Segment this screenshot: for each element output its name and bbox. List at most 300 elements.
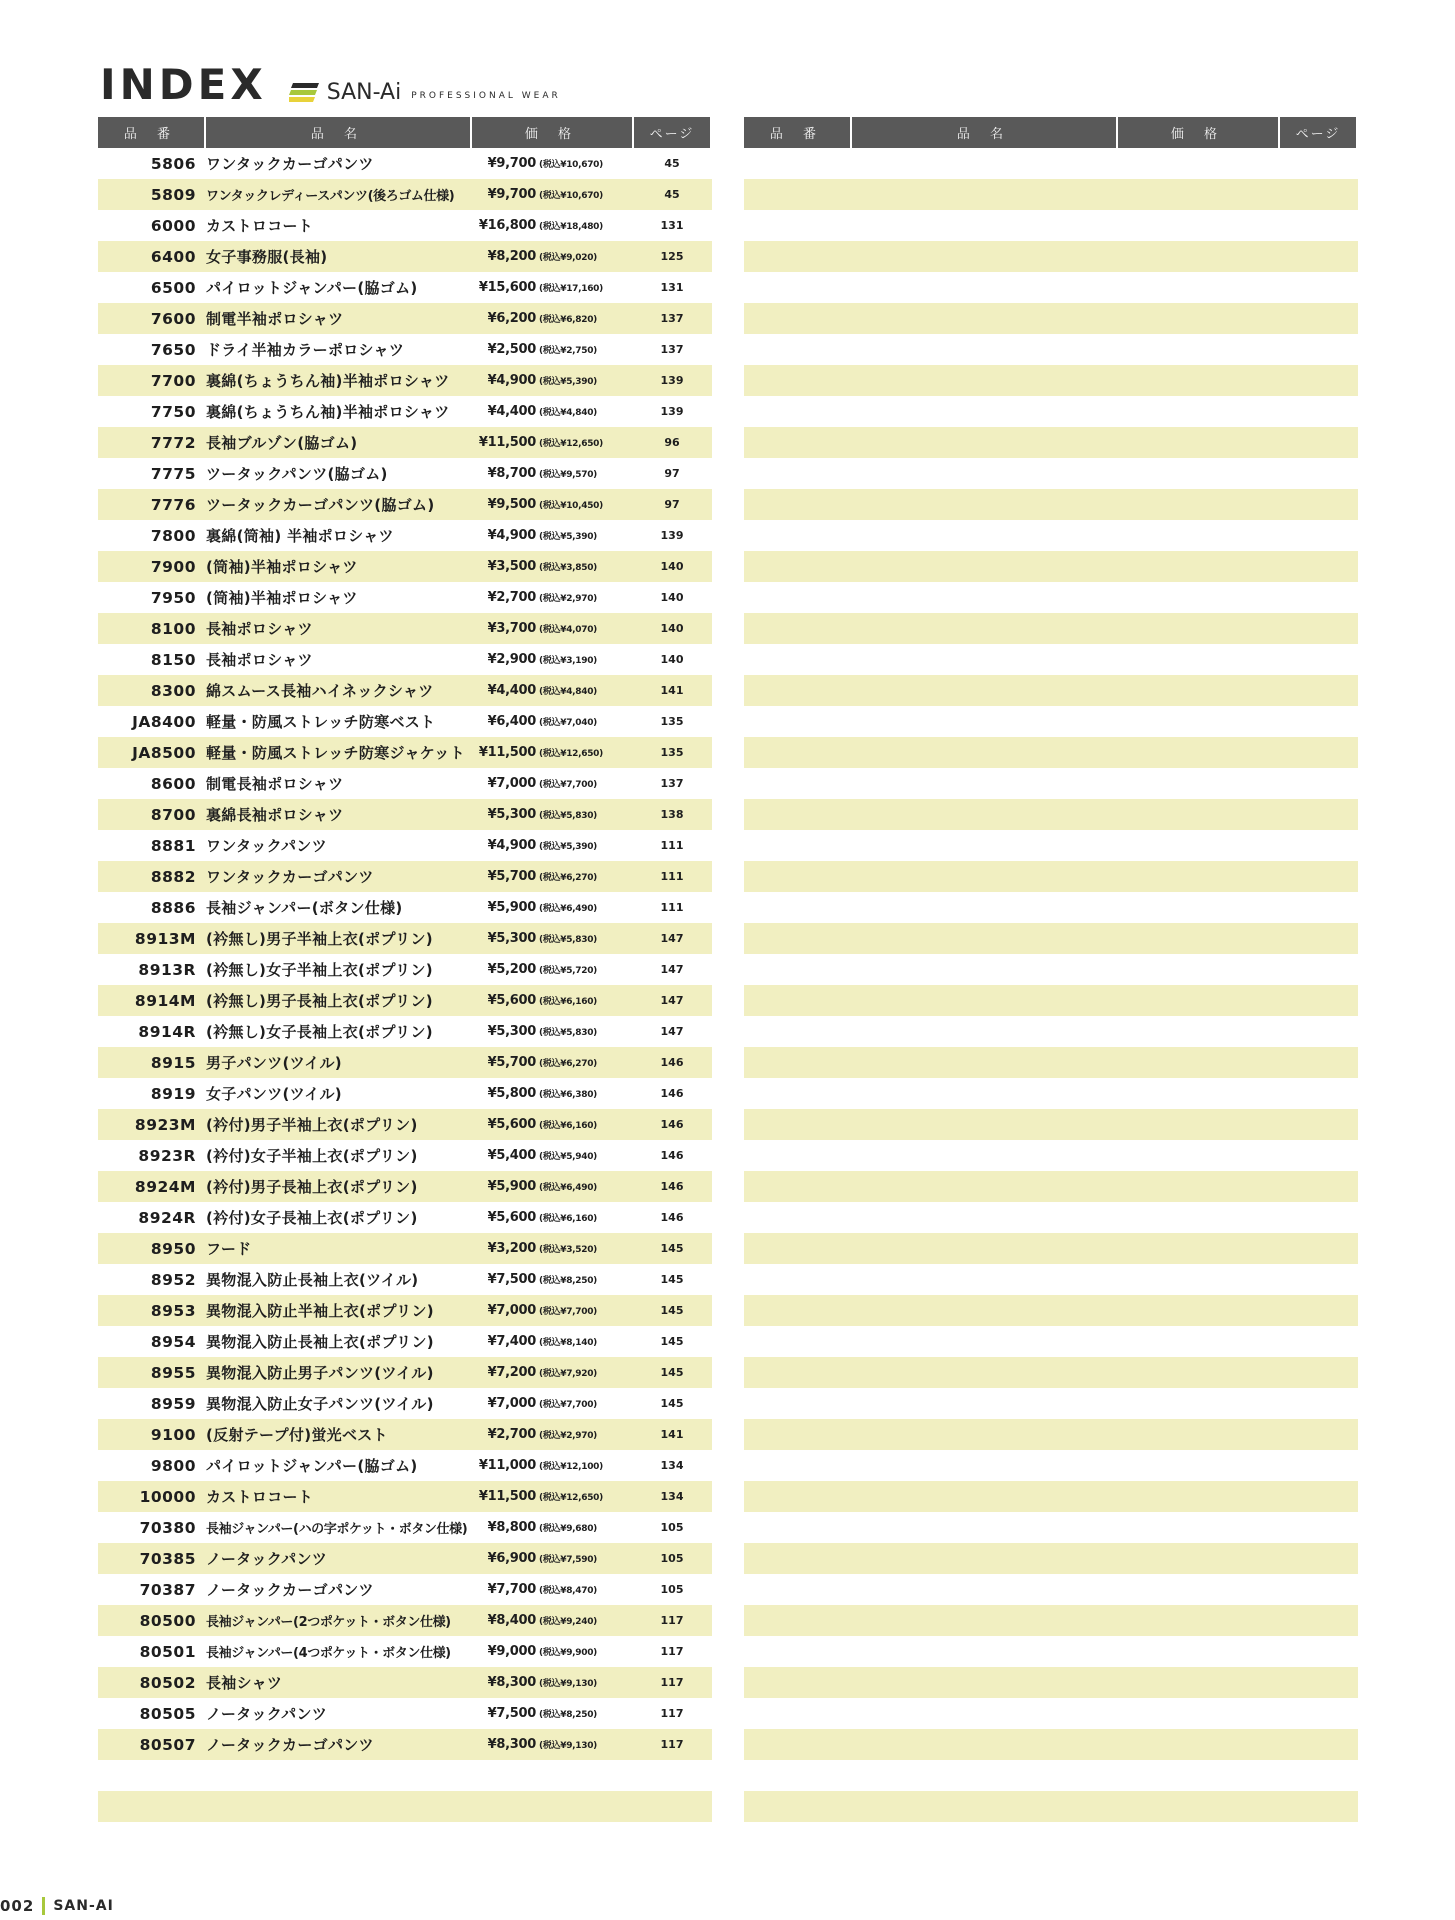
item-name: 裏綿(ちょうちん袖)半袖ポロシャツ [206, 403, 450, 421]
tax-label: 税込 [542, 1400, 561, 1410]
tax-label: 税込 [542, 594, 561, 604]
tax-label: 税込 [542, 1369, 561, 1379]
price-value: ¥9,000 [487, 1644, 536, 1659]
item-price [470, 869, 630, 884]
page-footer [0, 1896, 114, 1916]
tax-label: 税込 [542, 1028, 561, 1038]
item-price [470, 931, 630, 946]
price-value: ¥3,700 [487, 621, 536, 636]
item-code: 80502 [139, 1673, 196, 1692]
price-value: ¥3,500 [487, 559, 536, 574]
price-tax-included: (税込¥7,700) [539, 1307, 597, 1317]
price-tax-included: (税込¥12,650) [539, 439, 603, 449]
item-page: 140 [660, 560, 684, 573]
item-name: 長袖ジャンパー(2つポケット・ボタン仕様) [206, 1615, 451, 1630]
price-tax-included: (税込¥4,840) [539, 408, 597, 418]
item-name: ノータックカーゴパンツ [206, 1581, 374, 1599]
price-value: ¥3,200 [487, 1241, 536, 1256]
price-tax-included: (税込¥5,720) [539, 966, 597, 976]
price-value: ¥8,300 [487, 1737, 536, 1752]
price-tax-included: (税込¥6,490) [539, 904, 597, 914]
tax-price-value: ¥4,840 [560, 687, 594, 697]
tax-price-value: ¥6,160 [560, 997, 594, 1007]
item-price [470, 1024, 630, 1039]
tax-label: 税込 [542, 501, 561, 511]
table-row [98, 396, 712, 427]
item-page: 138 [660, 808, 684, 821]
item-page: 147 [660, 963, 684, 976]
table-row [98, 892, 712, 923]
price-tax-included: (税込¥17,160) [539, 284, 603, 294]
item-price [470, 1737, 630, 1752]
price-tax-included: (税込¥5,390) [539, 377, 597, 387]
tax-price-value: ¥9,020 [560, 253, 594, 263]
table-row [744, 582, 1358, 613]
item-code: 80505 [139, 1704, 196, 1723]
tax-price-value: ¥4,840 [560, 408, 594, 418]
table-row [98, 1605, 712, 1636]
price-value: ¥7,000 [487, 1303, 536, 1318]
tax-label: 税込 [542, 749, 561, 759]
table-row [98, 1171, 712, 1202]
table-row [98, 1729, 712, 1760]
tax-label: 税込 [542, 532, 561, 542]
item-price [470, 776, 630, 791]
price-tax-included: (税込¥6,820) [539, 315, 597, 325]
price-value: ¥2,900 [487, 652, 536, 667]
item-code: 8913R [138, 960, 196, 979]
item-name: 裏綿長袖ポロシャツ [206, 806, 344, 824]
table-row [98, 334, 712, 365]
table-row [744, 1481, 1358, 1512]
item-name: 長袖ジャンパー(ボタン仕様) [206, 899, 403, 917]
item-page: 145 [660, 1366, 684, 1379]
item-price [470, 807, 630, 822]
tax-label: 税込 [542, 873, 561, 883]
item-code: 8150 [150, 650, 196, 669]
item-name: 制電半袖ポロシャツ [206, 310, 344, 328]
table-row [744, 458, 1358, 489]
item-name: カストロコート [206, 1488, 314, 1506]
item-page: 145 [660, 1397, 684, 1410]
item-code: 8923M [134, 1115, 196, 1134]
table-row [744, 272, 1358, 303]
price-value: ¥9,700 [487, 187, 536, 202]
table-row [98, 427, 712, 458]
tax-label: 税込 [542, 904, 561, 914]
table-row [98, 737, 712, 768]
item-price [470, 187, 630, 202]
column-header-code: 品 番 [98, 117, 204, 148]
price-tax-included: (税込¥6,160) [539, 1214, 597, 1224]
item-page: 137 [660, 312, 684, 325]
column-header-price: 価 格 [1118, 117, 1278, 148]
tax-label: 税込 [542, 1431, 561, 1441]
price-value: ¥11,500 [478, 1489, 536, 1504]
table-row [744, 613, 1358, 644]
footer-brand: SAN-AI [53, 1898, 114, 1914]
item-code: 8923R [138, 1146, 196, 1165]
table-row [98, 1264, 712, 1295]
price-tax-included: (税込¥8,470) [539, 1586, 597, 1596]
item-name: ノータックパンツ [206, 1550, 328, 1568]
item-price [470, 1427, 630, 1442]
price-value: ¥11,000 [478, 1458, 536, 1473]
table-row [98, 179, 712, 210]
column-header-name: 品 名 [852, 117, 1116, 148]
item-page: 105 [660, 1552, 684, 1565]
price-value: ¥7,000 [487, 776, 536, 791]
price-tax-included: (税込¥3,850) [539, 563, 597, 573]
item-page: 131 [660, 281, 684, 294]
price-value: ¥5,300 [487, 807, 536, 822]
tax-price-value: ¥2,970 [560, 594, 594, 604]
column-header-price: 価 格 [472, 117, 632, 148]
price-tax-included: (税込¥5,390) [539, 842, 597, 852]
column-header-code: 品 番 [744, 117, 850, 148]
price-value: ¥5,600 [487, 1210, 536, 1225]
table-row [744, 1450, 1358, 1481]
tax-price-value: ¥6,270 [560, 873, 594, 883]
item-page: 96 [664, 436, 680, 449]
table-row [744, 396, 1358, 427]
item-page: 145 [660, 1273, 684, 1286]
price-tax-included: (税込¥12,650) [539, 749, 603, 759]
table-row [744, 179, 1358, 210]
item-page: 117 [660, 1707, 684, 1720]
price-value: ¥6,200 [487, 311, 536, 326]
tax-price-value: ¥6,490 [560, 904, 594, 914]
table-row [744, 427, 1358, 458]
price-tax-included: (税込¥7,920) [539, 1369, 597, 1379]
item-name: (衿付)女子長袖上衣(ポプリン) [206, 1209, 418, 1227]
price-tax-included: (税込¥7,590) [539, 1555, 597, 1565]
price-value: ¥5,700 [487, 869, 536, 884]
table-row [98, 489, 712, 520]
table-row [98, 1636, 712, 1667]
table-row [98, 210, 712, 241]
tax-label: 税込 [542, 1152, 561, 1162]
item-price [470, 1489, 630, 1504]
price-value: ¥9,500 [487, 497, 536, 512]
item-page: 140 [660, 653, 684, 666]
table-row [98, 675, 712, 706]
table-row [744, 1233, 1358, 1264]
item-price [470, 1520, 630, 1535]
price-tax-included: (税込¥9,130) [539, 1741, 597, 1751]
tax-label: 税込 [542, 780, 561, 790]
price-value: ¥5,300 [487, 1024, 536, 1039]
item-price [470, 1241, 630, 1256]
logo-text: SAN-Ai [326, 80, 402, 105]
table-row [98, 1698, 712, 1729]
table-row [744, 1667, 1358, 1698]
tax-label: 税込 [542, 1183, 561, 1193]
price-value: ¥8,300 [487, 1675, 536, 1690]
item-name: 異物混入防止半袖上衣(ポプリン) [206, 1302, 434, 1320]
san-ai-logo-icon [289, 83, 319, 103]
table-row [744, 1419, 1358, 1450]
tax-label: 税込 [542, 625, 561, 635]
table-row [744, 1636, 1358, 1667]
price-value: ¥5,300 [487, 931, 536, 946]
item-page: 137 [660, 777, 684, 790]
item-page: 45 [664, 188, 680, 201]
table-row [744, 334, 1358, 365]
item-price [470, 404, 630, 419]
table-row [744, 1109, 1358, 1140]
tax-price-value: ¥7,700 [560, 1400, 594, 1410]
price-value: ¥5,200 [487, 962, 536, 977]
tax-price-value: ¥10,450 [560, 501, 600, 511]
table-row [744, 1326, 1358, 1357]
tax-label: 税込 [542, 842, 561, 852]
item-code: 7950 [150, 588, 196, 607]
item-code: 70385 [139, 1549, 196, 1568]
table-row [744, 1140, 1358, 1171]
price-value: ¥11,500 [478, 745, 536, 760]
tax-label: 税込 [542, 997, 561, 1007]
tax-price-value: ¥12,100 [560, 1462, 600, 1472]
price-tax-included: (税込¥5,940) [539, 1152, 597, 1162]
column-header-name: 品 名 [206, 117, 470, 148]
table-row [98, 1574, 712, 1605]
item-page: 111 [660, 870, 684, 883]
table-header [744, 117, 1358, 148]
item-page: 139 [660, 374, 684, 387]
item-code: 6500 [150, 278, 196, 297]
item-code: JA8400 [132, 712, 196, 731]
price-value: ¥7,200 [487, 1365, 536, 1380]
tax-label: 税込 [542, 1493, 561, 1503]
tax-price-value: ¥7,040 [560, 718, 594, 728]
item-name: 長袖ポロシャツ [206, 620, 313, 638]
tax-price-value: ¥6,820 [560, 315, 594, 325]
item-name: 裏綿(筒袖) 半袖ポロシャツ [206, 527, 394, 545]
item-page: 117 [660, 1614, 684, 1627]
tax-price-value: ¥9,680 [560, 1524, 594, 1534]
price-tax-included: (税込¥3,520) [539, 1245, 597, 1255]
logo-subtitle: PROFESSIONAL WEAR [411, 91, 561, 101]
item-page: 139 [660, 405, 684, 418]
price-tax-included: (税込¥6,270) [539, 873, 597, 883]
table-row [98, 458, 712, 489]
item-name: (反射テープ付)蛍光ベスト [206, 1426, 388, 1444]
item-code: 80501 [139, 1642, 196, 1661]
item-price [470, 1179, 630, 1194]
item-page: 147 [660, 932, 684, 945]
item-code: 5806 [150, 154, 196, 173]
column-header-page: ページ [1280, 117, 1356, 148]
tax-label: 税込 [542, 377, 561, 387]
item-page: 147 [660, 1025, 684, 1038]
item-price [470, 683, 630, 698]
table-row [98, 148, 712, 179]
item-price [470, 745, 630, 760]
table-row [98, 954, 712, 985]
item-name: (衿付)女子半袖上衣(ポプリン) [206, 1147, 418, 1165]
table-body [744, 148, 1358, 1822]
table-row [744, 1729, 1358, 1760]
price-value: ¥6,400 [487, 714, 536, 729]
item-name: 異物混入防止長袖上衣(ポプリン) [206, 1333, 434, 1351]
table-row [98, 1233, 712, 1264]
price-value: ¥4,900 [487, 838, 536, 853]
item-name: ノータックカーゴパンツ [206, 1736, 374, 1754]
table-body [98, 148, 712, 1822]
item-page: 125 [660, 250, 684, 263]
item-page: 131 [660, 219, 684, 232]
tax-price-value: ¥5,390 [560, 377, 594, 387]
tax-price-value: ¥7,920 [560, 1369, 594, 1379]
item-name: (衿付)男子長袖上衣(ポプリン) [206, 1178, 418, 1196]
item-page: 117 [660, 1645, 684, 1658]
tax-label: 税込 [542, 1710, 561, 1720]
item-price [470, 559, 630, 574]
item-page: 111 [660, 839, 684, 852]
tax-price-value: ¥10,670 [560, 160, 600, 170]
item-code: 80500 [139, 1611, 196, 1630]
item-price [470, 652, 630, 667]
price-tax-included: (税込¥9,020) [539, 253, 597, 263]
tax-label: 税込 [542, 656, 561, 666]
item-price [470, 1458, 630, 1473]
item-code: 7775 [150, 464, 196, 483]
table-row [98, 1791, 712, 1822]
item-page: 137 [660, 343, 684, 356]
item-code: 10000 [139, 1487, 196, 1506]
item-page: 105 [660, 1583, 684, 1596]
item-code: 9800 [150, 1456, 196, 1475]
item-price [470, 218, 630, 233]
item-code: 8959 [150, 1394, 196, 1413]
tax-label: 税込 [542, 253, 561, 263]
item-price [470, 1396, 630, 1411]
tax-price-value: ¥10,670 [560, 191, 600, 201]
item-page: 145 [660, 1304, 684, 1317]
item-code: 8952 [150, 1270, 196, 1289]
table-row [744, 1171, 1358, 1202]
table-row [98, 1078, 712, 1109]
tax-price-value: ¥2,970 [560, 1431, 594, 1441]
tax-price-value: ¥5,830 [560, 935, 594, 945]
price-tax-included: (税込¥7,700) [539, 1400, 597, 1410]
tax-label: 税込 [542, 1307, 561, 1317]
item-name: 異物混入防止男子パンツ(ツイル) [206, 1364, 434, 1382]
brand-logo [289, 82, 561, 104]
table-row [98, 861, 712, 892]
tax-price-value: ¥12,650 [560, 439, 600, 449]
tax-price-value: ¥9,130 [560, 1741, 594, 1751]
price-value: ¥9,700 [487, 156, 536, 171]
tax-price-value: ¥5,390 [560, 532, 594, 542]
item-name: 長袖ジャンパー(4つポケット・ボタン仕様) [206, 1646, 451, 1661]
item-code: 8953 [150, 1301, 196, 1320]
item-code: 8886 [150, 898, 196, 917]
price-tax-included: (税込¥5,830) [539, 811, 597, 821]
item-code: 80507 [139, 1735, 196, 1754]
item-code: 70380 [139, 1518, 196, 1537]
tax-price-value: ¥6,270 [560, 1059, 594, 1069]
item-price [470, 1086, 630, 1101]
table-row [744, 241, 1358, 272]
table-row [744, 1605, 1358, 1636]
tax-price-value: ¥5,830 [560, 1028, 594, 1038]
tax-label: 税込 [542, 718, 561, 728]
table-row [744, 1016, 1358, 1047]
tax-label: 税込 [542, 811, 561, 821]
item-code: 8924R [138, 1208, 196, 1227]
tax-price-value: ¥6,380 [560, 1090, 594, 1100]
item-code: 7800 [150, 526, 196, 545]
tax-label: 税込 [542, 1214, 561, 1224]
tax-label: 税込 [542, 935, 561, 945]
price-value: ¥5,400 [487, 1148, 536, 1163]
tax-price-value: ¥7,700 [560, 780, 594, 790]
item-code: 7600 [150, 309, 196, 328]
tax-label: 税込 [542, 1617, 561, 1627]
price-value: ¥5,600 [487, 993, 536, 1008]
table-row [744, 303, 1358, 334]
item-page: 140 [660, 622, 684, 635]
table-row [744, 1202, 1358, 1233]
price-tax-included: (税込¥2,970) [539, 594, 597, 604]
item-page: 147 [660, 994, 684, 1007]
item-name: (衿無し)女子半袖上衣(ポプリン) [206, 961, 433, 979]
tax-label: 税込 [542, 222, 561, 232]
price-tax-included: (税込¥9,680) [539, 1524, 597, 1534]
item-name: ツータックカーゴパンツ(脇ゴム) [206, 496, 435, 514]
table-row [98, 365, 712, 396]
price-value: ¥2,700 [487, 590, 536, 605]
item-price [470, 1210, 630, 1225]
item-page: 134 [660, 1490, 684, 1503]
price-tax-included: (税込¥3,190) [539, 656, 597, 666]
item-code: 8924M [134, 1177, 196, 1196]
price-tax-included: (税込¥12,650) [539, 1493, 603, 1503]
item-page: 146 [660, 1087, 684, 1100]
item-name: 女子事務服(長袖) [206, 248, 328, 266]
item-code: 6000 [150, 216, 196, 235]
tax-price-value: ¥8,250 [560, 1710, 594, 1720]
price-value: ¥8,800 [487, 1520, 536, 1535]
tax-price-value: ¥17,160 [560, 284, 600, 294]
item-name: (衿無し)男子半袖上衣(ポプリン) [206, 930, 433, 948]
item-name: 長袖シャツ [206, 1674, 283, 1692]
item-code: 7772 [150, 433, 196, 452]
table-row [98, 520, 712, 551]
price-value: ¥8,200 [487, 249, 536, 264]
item-page: 97 [664, 498, 680, 511]
table-row [98, 1543, 712, 1574]
item-name: 裏綿(ちょうちん袖)半袖ポロシャツ [206, 372, 450, 390]
item-price [470, 1644, 630, 1659]
price-value: ¥7,000 [487, 1396, 536, 1411]
item-code: JA8500 [132, 743, 196, 762]
table-row [98, 1512, 712, 1543]
price-tax-included: (税込¥10,670) [539, 191, 603, 201]
item-page: 140 [660, 591, 684, 604]
table-row [744, 1357, 1358, 1388]
tax-price-value: ¥6,160 [560, 1121, 594, 1131]
table-row [744, 551, 1358, 582]
table-row [744, 210, 1358, 241]
table-row [98, 768, 712, 799]
item-code: 8919 [150, 1084, 196, 1103]
item-price [470, 1365, 630, 1380]
table-row [744, 675, 1358, 706]
price-tax-included: (税込¥12,100) [539, 1462, 603, 1472]
